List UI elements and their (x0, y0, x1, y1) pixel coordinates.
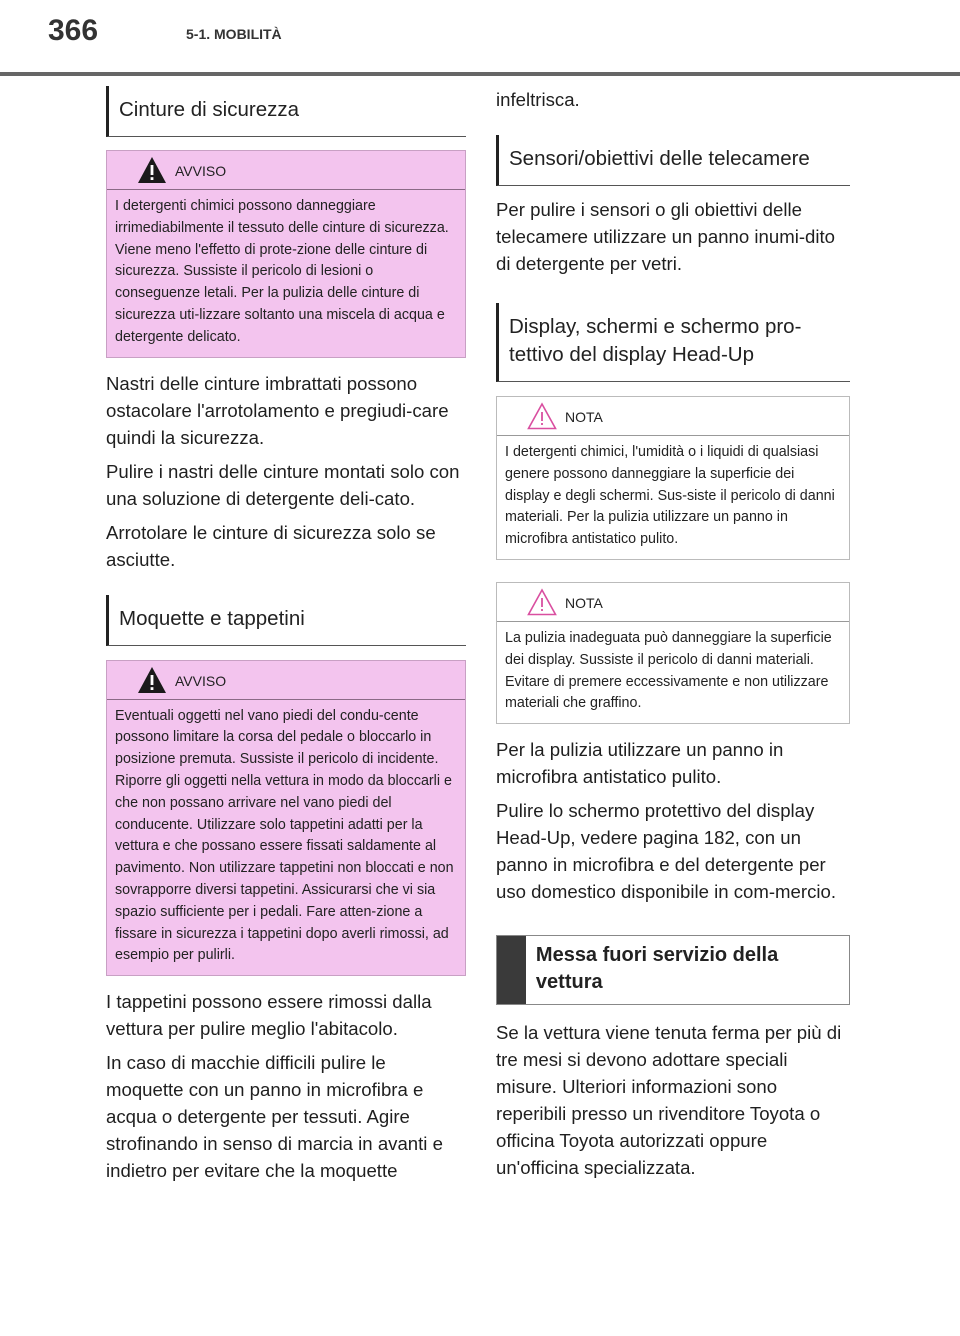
note-box-cleaning (496, 582, 850, 724)
paragraph: Per pulire i sensori o gli obiettivi delle telecamere utilizzare un panno inumi-dito di detergente per vetri. (496, 199, 835, 274)
right-column (496, 86, 850, 1181)
note-text: La pulizia inadeguata può danneggiare la superficie dei display. Sussiste il pericolo di danni materiali. Evitare di premere eccessivamente e non utilizzare materiali che graffino. (505, 629, 832, 712)
paragraph: infeltrisca. (496, 89, 580, 110)
page-header (0, 0, 960, 78)
header-divider (0, 72, 960, 76)
paragraph: Se la vettura viene tenuta ferma per più di tre mesi si devono adottare speciali misure. Ulteriori informazioni sono reperibili presso un rivenditore Toyota o officina Toyota autorizzati oppure un'officina specializzata. (496, 1022, 842, 1179)
warning-header (107, 661, 465, 700)
note-label: NOTA (565, 594, 603, 611)
warning-box-seatbelts (106, 150, 466, 358)
seatbelt-paragraphs (106, 370, 466, 573)
page-number: 366 (48, 14, 99, 47)
left-column (106, 86, 466, 1184)
warning-label: AVVISO (175, 163, 227, 179)
banner-accent-bar (497, 936, 526, 1004)
section-heading-sensors: Sensori/obiettivi delle telecamere (496, 135, 850, 186)
note-box-displays (496, 396, 850, 560)
chapter-title: 5-1. MOBILITÀ (186, 26, 282, 42)
warning-label: AVVISO (175, 672, 227, 689)
warning-text: Eventuali oggetti nel vano piedi del condu-cente possono limitare la corsa del pedale o bloccarlo in posizione premuta. Sussiste il pericolo di incidente. Riporre gli oggetti nella vettura in modo da bloccarli e che non possano arrivare nel vano piedi del conducente. Utilizzare solo tappetini adatti per la vettura e che possano essere fissati saldamente al pavimento. Non utilizzare tappetini non bloccati e non sovrapporre diversi tappetini. Assicurarsi che vi sia spazio sufficiente per i pedali. Fare atten-zione a fissare in sicurezza i tappetini dopo averli rimossi, ad esempio per pulirli. (115, 707, 454, 964)
banner-title: Messa fuori servizio della vettura (535, 944, 779, 994)
carpet-paragraphs (106, 988, 466, 1184)
warning-box-carpets (106, 660, 466, 977)
warning-triangle-icon (137, 156, 167, 184)
section-heading-displays: Display, schermi e schermo pro-tettivo del display Head-Up (496, 303, 850, 382)
paragraph: Pulire i nastri delle cinture montati solo con una soluzione di detergente deli-cato. (106, 460, 460, 509)
display-paragraphs (496, 736, 850, 905)
note-text: I detergenti chimici, l'umidità o i liquidi di qualsiasi genere possono danneggiare la superficie dei display e degli schermi. Sus-siste il pericolo di danni materiali. Per la pulizia utilizzare un panno in microfibra antistatico pulito. (505, 444, 835, 548)
paragraph: Per la pulizia utilizzare un panno in microfibra antistatico pulito. (496, 739, 784, 788)
warning-header (107, 151, 465, 190)
paragraph: Arrotolare le cinture di sicurezza solo se asciutte. (106, 521, 436, 570)
warning-text: I detergenti chimici possono danneggiare irrimediabilmente il tessuto delle cinture di sicurezza. Viene meno l'effetto di prote-zione delle cinture di sicurezza. Sussiste il pericolo di lesioni o conseguenze letali. Per la pulizia delle cinture di sicurezza uti-lizzare soltanto una miscela di acqua e detergente delicato. (115, 198, 449, 345)
note-header (497, 397, 849, 436)
paragraph: I tappetini possono essere rimossi dalla vettura per pulire meglio l'abitacolo. (106, 991, 432, 1040)
paragraph: In caso di macchie difficili pulire le moquette con un panno in microfibra e acqua o detergente per tessuti. Agire strofinando in senso di marcia in avanti e indietro per evitare che la moquette (106, 1052, 443, 1182)
note-label: NOTA (565, 409, 603, 425)
paragraph: Pulire lo schermo protettivo del display Head-Up, vedere pagina 182, con un panno in microfibra e del detergente per uso domestico disponibile in com-mercio. (496, 800, 836, 903)
section-banner-decommission (496, 935, 850, 1005)
paragraph: Nastri delle cinture imbrattati possono ostacolare l'arrotolamento e pregiudi-care quindi la sicurezza. (106, 372, 449, 448)
caution-triangle-outline-icon (527, 588, 557, 616)
warning-triangle-icon (137, 666, 167, 694)
note-header (497, 583, 849, 622)
section-heading-carpets: Moquette e tappetini (106, 595, 466, 646)
section-heading-seatbelts: Cinture di sicurezza (106, 86, 466, 137)
caution-triangle-outline-icon (527, 402, 557, 430)
